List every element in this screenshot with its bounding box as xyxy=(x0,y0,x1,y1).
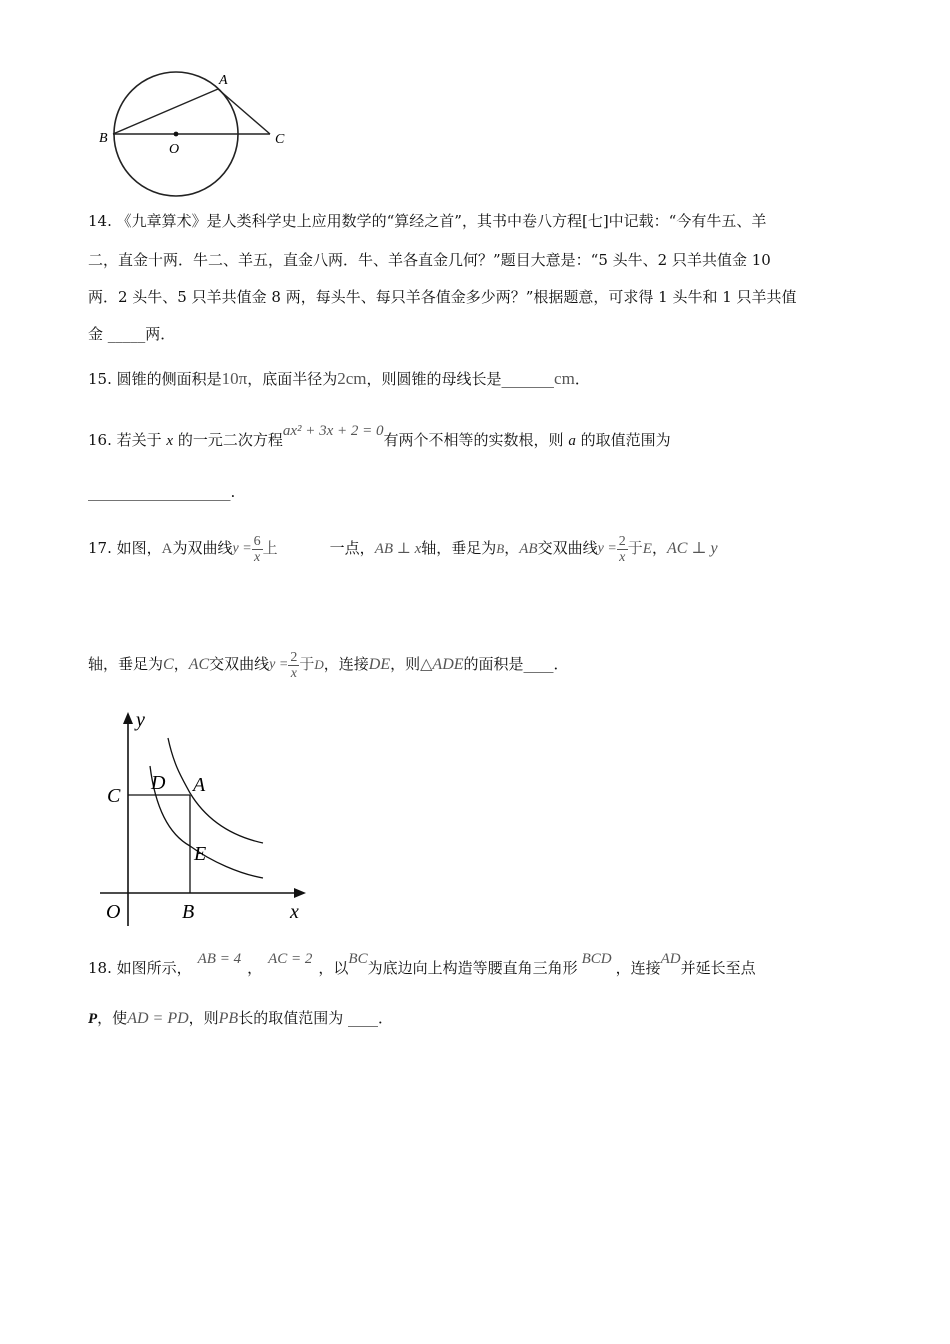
y-axis-arrow xyxy=(123,712,133,724)
q17-triangle-ade: △ADE xyxy=(420,656,464,673)
q17-point-c: C xyxy=(163,656,174,673)
label-o: O xyxy=(106,901,121,923)
q17-line-2 xyxy=(88,648,569,681)
q16-equation: ax² + 3x + 2 = 0 xyxy=(282,423,384,439)
q18-bcd: BCD xyxy=(581,951,612,967)
q17-l2-text-4: 于 xyxy=(299,655,315,673)
center-dot xyxy=(174,132,179,137)
q17-l2-text-6: ，则 xyxy=(390,655,421,673)
q15-text-1: 15. 圆锥的侧面积是 xyxy=(88,370,222,388)
q18-ad-pd: AD = PD xyxy=(127,1010,189,1027)
q18-text-3: ，以 xyxy=(318,959,349,977)
q17-point-a: A xyxy=(161,541,173,557)
q16-var-a: a xyxy=(568,433,576,449)
q16-answer-blank: ___________________. xyxy=(88,483,236,501)
q15-unit: cm xyxy=(554,369,575,388)
q15-text-4: ． xyxy=(574,370,590,388)
q17-point-d: D xyxy=(314,657,324,672)
label-c: C xyxy=(275,132,285,147)
q17-text-1: 17. 如图， xyxy=(88,539,162,557)
q14-line-2: 二，直金十两．牛二、羊五，直金八两．牛、羊各直金几何？”题目大意是：“5 头牛、2 只羊共值金 10 xyxy=(88,251,771,269)
q17-l2-text-2: ， xyxy=(173,655,189,673)
q17-f2-denominator: x xyxy=(619,549,626,565)
q18-l2-text-3: 长的取值范围为 ____． xyxy=(238,1009,393,1027)
q17-f1-lead: y = xyxy=(232,541,252,556)
q17-seg-ac: AC xyxy=(188,656,210,673)
label-o: O xyxy=(169,142,180,157)
q17-text-4: 一点， xyxy=(329,539,375,557)
label-b: B xyxy=(99,131,108,146)
q17-text-8: 于 xyxy=(627,539,643,557)
q17-text-3: 上 xyxy=(262,539,278,557)
tangent-ac xyxy=(218,89,270,134)
q16-var-x: x xyxy=(166,433,174,449)
q17-l2-text-7: 的面积是____． xyxy=(463,655,569,673)
q17-f3-lead: y = xyxy=(269,657,289,672)
q18-line-2 xyxy=(88,1008,393,1029)
q18-text-4: 为底边向上构造等腰直角三角形 xyxy=(367,959,578,977)
q18-pb: PB xyxy=(218,1010,239,1027)
q17-fraction-1 xyxy=(252,534,263,565)
q17-f2-lead: y = xyxy=(597,541,617,556)
q17-perp-1: AB ⊥ x xyxy=(374,541,422,557)
q18-l2-text-1: ，使 xyxy=(97,1009,128,1027)
q18-bc: BC xyxy=(348,951,368,967)
q17-point-e: E xyxy=(642,541,652,557)
q15-line xyxy=(88,369,590,389)
q14-line-4: 金 _____两． xyxy=(88,325,176,343)
label-a: A xyxy=(193,774,206,796)
label-d: D xyxy=(151,772,166,794)
q17-text-6: ， xyxy=(504,539,520,557)
q17-text-2: 为双曲线 xyxy=(172,539,233,557)
q17-text-7: 交双曲线 xyxy=(537,539,598,557)
q18-text-2: ， xyxy=(247,959,263,977)
q15-radius: 2cm xyxy=(337,369,367,388)
label-x: x xyxy=(290,901,299,923)
q15-text-2: ，底面半径为 xyxy=(247,370,338,388)
q18-text-6: 并延长至点 xyxy=(680,959,756,977)
label-y: y xyxy=(136,709,145,731)
q17-line-1 xyxy=(88,532,718,565)
q14-line-3: 两．2 头牛、5 只羊共值金 8 两，每头牛、每只羊各值金多少两？”根据题意，可求得 1 头牛和 1 只羊共值 xyxy=(88,288,797,306)
label-a: A xyxy=(219,73,228,88)
label-c: C xyxy=(107,785,121,807)
label-b: B xyxy=(182,901,195,923)
q17-l2-text-5: ，连接 xyxy=(323,655,369,673)
q17-f2-numerator: 2 xyxy=(618,533,626,549)
chord-ba xyxy=(113,89,218,134)
hyperbola-figure xyxy=(100,708,315,933)
q17-seg-ab: AB xyxy=(519,541,538,557)
q17-text-5: 轴，垂足为 xyxy=(421,539,497,557)
q14-line-1: 14. 《九章算术》是人类科学史上应用数学的“算经之首”，其书中卷八方程[七]中记载：“今有牛五、羊 xyxy=(88,212,767,230)
curve-y-6-over-x xyxy=(168,738,263,843)
q17-f1-numerator: 6 xyxy=(253,533,261,549)
x-axis-arrow xyxy=(294,888,306,898)
q17-seg-de: DE xyxy=(368,656,391,673)
q16-text-1: 16. 若关于 xyxy=(88,431,167,449)
q18-text-5: ，连接 xyxy=(615,959,661,977)
q16-text-4: 的取值范围为 xyxy=(575,431,671,449)
q17-fraction-3 xyxy=(288,650,299,681)
circle-tangent-figure xyxy=(95,64,300,204)
q16-text-3: 有两个不相等的实数根，则 xyxy=(383,431,569,449)
q17-l2-text-3: 交双曲线 xyxy=(209,655,270,673)
q18-ab-eq: AB = 4 xyxy=(197,951,242,967)
q17-perp-2: AC ⊥ y xyxy=(666,540,718,557)
q18-point-p: P xyxy=(88,1011,98,1027)
q18-text-1: 18. 如图所示， xyxy=(88,959,192,977)
q16-text-2: 的一元二次方程 xyxy=(173,431,283,449)
q15-text-3: ，则圆锥的母线长是_______ xyxy=(366,370,555,388)
q17-point-b: B xyxy=(496,541,505,556)
q18-line-1 xyxy=(88,951,756,979)
q17-l2-text-1: 轴，垂足为 xyxy=(88,655,164,673)
q17-f3-numerator: 2 xyxy=(290,649,298,665)
q18-ac-eq: AC = 2 xyxy=(268,951,313,967)
q17-f3-denominator: x xyxy=(290,665,297,681)
curve-y-2-over-x xyxy=(150,766,263,878)
q15-area: 10π xyxy=(221,369,248,388)
q18-l2-text-2: ，则 xyxy=(188,1009,219,1027)
label-e: E xyxy=(194,843,207,865)
q18-ad: AD xyxy=(660,951,681,967)
q17-f1-denominator: x xyxy=(254,549,261,565)
q17-text-9: ， xyxy=(651,539,667,557)
q17-fraction-2 xyxy=(617,534,628,565)
q16-line-1 xyxy=(88,423,671,451)
